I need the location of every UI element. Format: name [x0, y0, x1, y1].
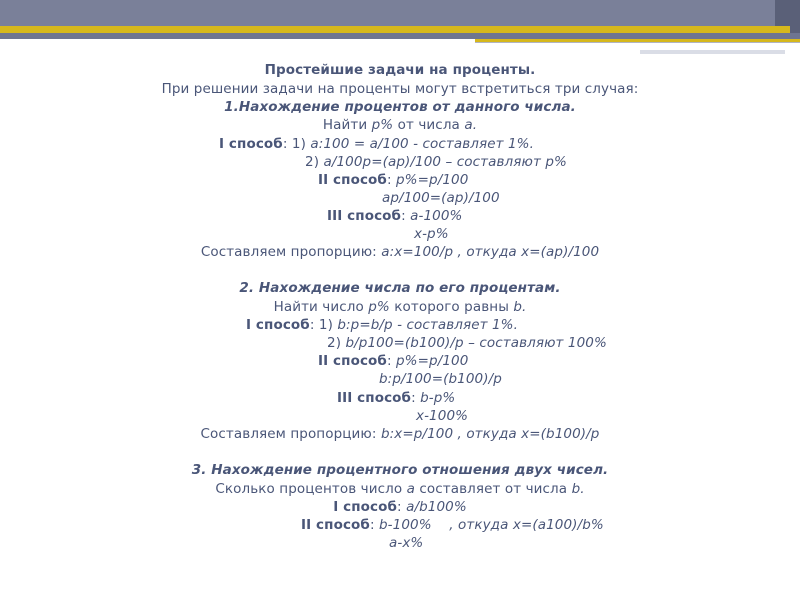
case2-heading-text: 2. Нахождение числа по его процентам.	[239, 280, 561, 296]
case2-method2-expr1: р%=р/100	[396, 353, 469, 369]
case2-method2-expr2: b:р/100=(b100)/р	[379, 371, 502, 387]
case1-method1-step2-expr: а/100р=(ар)/100 – составляют р%	[323, 154, 567, 170]
intro-text: При решении задачи на проценты могут встретиться три случая:	[161, 81, 639, 97]
case3-method1-label: I способ	[333, 499, 398, 515]
case2-method1-expr: b:р=b/р - составляет 1%.	[337, 317, 518, 333]
case3-method1-colon: :	[397, 499, 407, 515]
case2-task-var-p: р%	[368, 299, 390, 315]
case2-method1-label: I способ	[246, 317, 310, 333]
case3-method2-expr1: b-100%	[379, 517, 432, 533]
case2-task-mid: которого равны	[389, 299, 514, 315]
case2-method1-step2-expr: b/р100=(b100)/р – составляют 100%	[345, 335, 607, 351]
header-light-bar	[640, 50, 785, 54]
case1-method2-label: II способ	[318, 172, 387, 188]
case1-method1-step2-num: 2)	[305, 154, 324, 170]
intro-line	[0, 80, 800, 98]
case3-method2	[301, 516, 604, 534]
case1-task-var-a: а.	[464, 117, 478, 133]
case3-method1	[0, 498, 800, 516]
case1-method3-colon: :	[401, 208, 411, 224]
case2-method2-colon: :	[386, 353, 397, 369]
case3-method2-line2	[389, 534, 423, 552]
case1-method3	[327, 207, 462, 225]
case1-method3-line2	[414, 225, 449, 243]
case1-method2	[318, 171, 468, 189]
case2-task	[0, 298, 800, 316]
case2-task-prefix: Найти число	[273, 299, 369, 315]
case2-task-var-b: b.	[513, 299, 527, 315]
case1-method3-expr1: а-100%	[410, 208, 463, 224]
case2-method3-expr2: х-100%	[416, 408, 469, 424]
case1-method2-expr1: р%=р/100	[396, 172, 469, 188]
case2-method1	[246, 316, 518, 334]
case1-method3-label: III способ	[327, 208, 402, 224]
case1-method2-colon: :	[386, 172, 397, 188]
case3-task-var-b: b.	[571, 481, 585, 497]
case1-method1-step2	[305, 153, 567, 171]
case2-method3-label: III способ	[337, 390, 412, 406]
case2-method1-colon: : 1)	[309, 317, 338, 333]
case3-method2-expr2: а-х%	[389, 535, 424, 551]
header-bar	[0, 0, 800, 26]
case1-method1-label: I способ	[219, 136, 283, 152]
case3-method2-label: II способ	[301, 517, 370, 533]
case1-task-var-p: р%	[371, 117, 394, 133]
title-text: Простейшие задачи на проценты.	[264, 62, 536, 78]
case1-proportion-label: Составляем пропорцию:	[200, 244, 382, 260]
case1-proportion	[0, 243, 800, 261]
case1-task-mid: от числа	[393, 117, 465, 133]
case3-task	[0, 480, 800, 498]
case2-method3-expr1: b-р%	[420, 390, 456, 406]
case1-heading	[0, 98, 800, 116]
case1-method2-expr2: ар/100=(ар)/100	[382, 190, 500, 206]
case3-method2-colon: :	[369, 517, 380, 533]
case1-task	[0, 116, 800, 134]
case2-method2-label: II способ	[318, 353, 387, 369]
slide-title	[0, 61, 800, 79]
case3-task-var-a: а	[406, 481, 415, 497]
case2-proportion-expr: b:х=р/100 , откуда х=(b100)/р	[380, 426, 600, 442]
case2-method1-step2	[327, 334, 607, 352]
header-light-line	[475, 42, 800, 43]
case1-method2-line2	[382, 189, 500, 207]
case1-heading-text: 1.Нахождение процентов от данного числа.	[224, 99, 576, 115]
case1-method1-expr: а:100 = а/100 - составляет 1%.	[310, 136, 534, 152]
case1-method1	[219, 135, 534, 153]
case2-heading	[0, 279, 800, 297]
case2-method1-step2-num: 2)	[327, 335, 346, 351]
case2-proportion	[0, 425, 800, 443]
case2-method3	[337, 389, 455, 407]
case1-method3-expr2: х-р%	[414, 226, 449, 242]
case3-heading-text: 3. Нахождение процентного отношения двух чисел.	[191, 462, 609, 478]
header-accent-stripe	[0, 26, 790, 33]
case3-task-mid: составляет от числа	[414, 481, 572, 497]
case2-proportion-label: Составляем пропорцию:	[200, 426, 381, 442]
case2-method2	[318, 352, 468, 370]
case1-method1-colon: : 1)	[282, 136, 311, 152]
case3-heading	[0, 461, 800, 479]
case1-task-prefix: Найти	[322, 117, 372, 133]
case2-method3-line2	[416, 407, 468, 425]
case3-task-prefix: Сколько процентов число	[215, 481, 407, 497]
case2-method2-line2	[379, 370, 502, 388]
case3-method2-expr1-tail: , откуда х=(а100)/b%	[431, 517, 604, 533]
case1-proportion-expr: а:х=100/р , откуда х=(ар)/100	[381, 244, 600, 260]
case3-method1-expr: а/b100%	[406, 499, 467, 515]
header-gap	[0, 39, 475, 43]
case2-method3-colon: :	[411, 390, 421, 406]
